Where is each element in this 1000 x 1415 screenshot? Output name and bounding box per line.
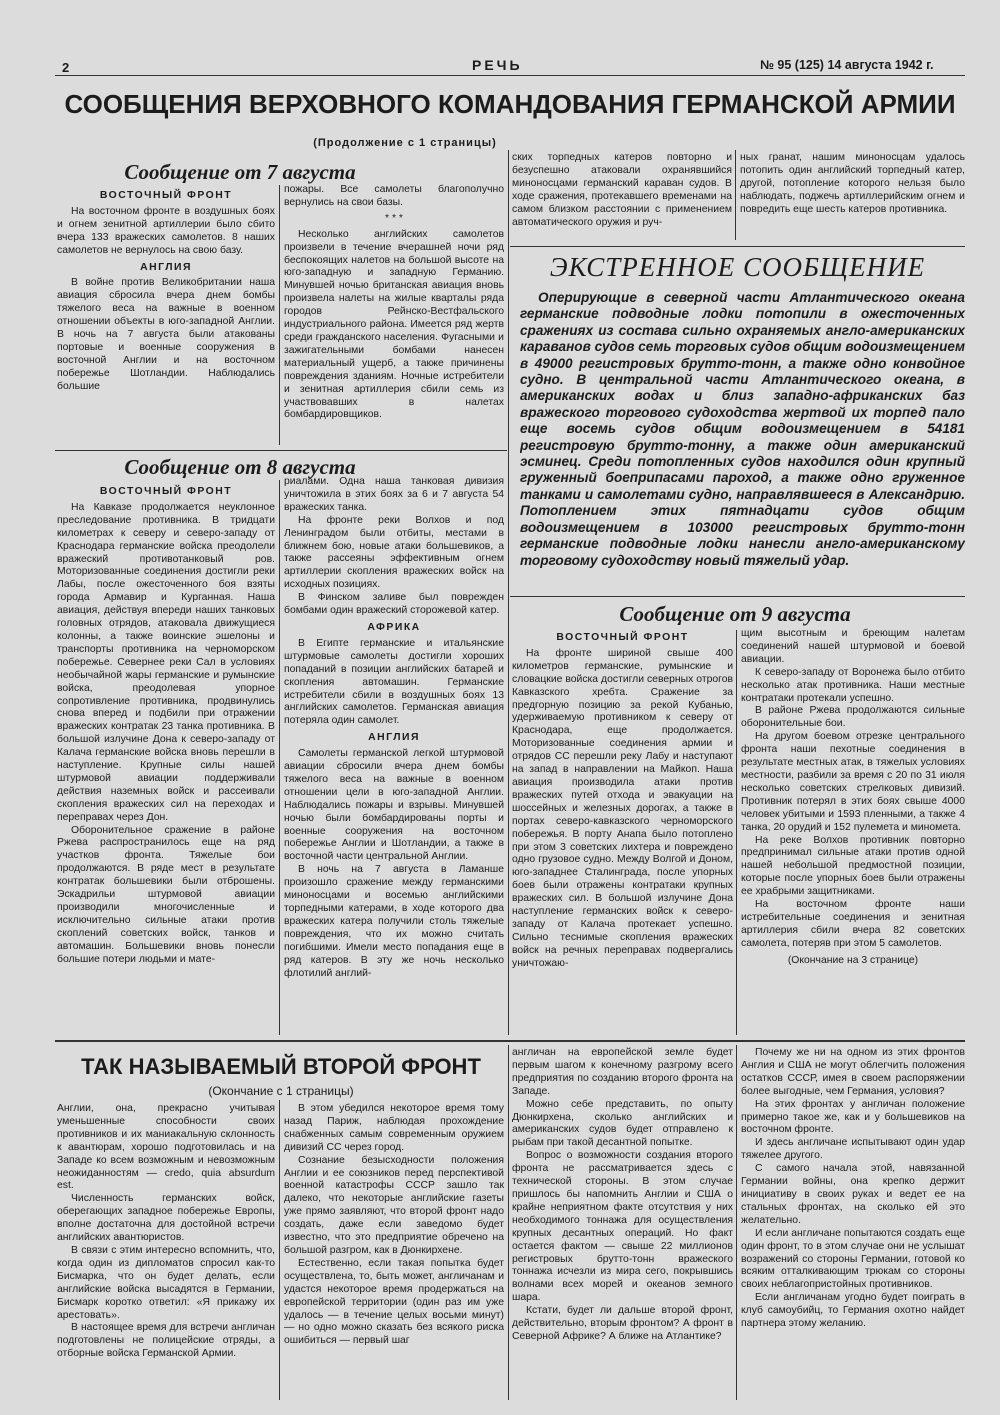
- msg8-continuation-col1: [512, 152, 732, 242]
- issue-info: № 95 (125) 14 августа 1942 г.: [760, 58, 934, 72]
- paragraph: Вопрос о возможности создания второго фронта не рассматривается здесь с технической стороны. В этом случае пришлось бы напомнить Англии и США о крайне неприятном факте отсутствия у них необходимого тоннажа для осуществления крупных десантных операций. Но факт остается фактом — свыше 22 миллионов регистровых брутто-тонн вражеского тоннажа исчезли из мира сего, покрывшись волнами всех морей и океанов земного шара.: [512, 1150, 733, 1304]
- paragraph: ных гранат, нашим миноносцам удалось потопить один английский торпедный катер, другой, потопление которого нельзя было наблюдать, поджечь артиллерийским огнем и повредить еще шесть катеров противника.: [740, 152, 965, 215]
- newspaper-name: РЕЧЬ: [472, 57, 523, 73]
- paragraph: В настоящее время для встречи англичан подготовлены не полицейские отряды, а отборные войска Германской Армии.: [57, 1322, 275, 1360]
- paragraph: Оборонительное сражение в районе Ржева распространилось еще на ряд участков фронта. Тяжелые бои продолжаются. В ряде мест в результате контратак большевики были отброшены. Эскадрильи штурмовой авиации производили многочисленные и исключительно сильные атаки против скоплений советских войск, танков и автомашин. Большевики вновь понесли большие потери людьми и мате-: [57, 824, 275, 965]
- msg8-continuation-col2: [740, 152, 965, 242]
- paragraph: Естественно, если такая попытка будет осуществлена, то, быть может, англичанам и удастся некоторое время продержаться на европейской территории (один раз им уже удалось — в течение целых восьми минут) — но одно можно сказать без всякого риска ошибиться — первый шаг: [284, 1257, 504, 1347]
- section-subheading: АНГЛИЯ: [368, 732, 420, 744]
- paragraph: ских торпедных катеров повторно и безуспешно атаковали охранявшийся миноносцами германский караван судов. В ходе сражения, протекавшего временами на самом близком расстоянии с применением автоматического оружия и руч-: [512, 152, 732, 228]
- continuation-note: (Окончание на 3 странице): [787, 954, 919, 966]
- column-rule: [736, 1045, 737, 1400]
- paragraph: пожары. Все самолеты благополучно вернулись на свои базы.: [284, 184, 504, 208]
- article-col1: [57, 1103, 275, 1403]
- msg7-heading: Сообщение от 7 августа: [124, 160, 356, 184]
- paragraph: Кстати, будет ли дальше второй фронт, действительно, вторым фронтом? А фронт в Северной Африке? А ближе на Атлантике?: [512, 1305, 733, 1342]
- paragraph: На Кавказе продолжается неуклонное преследование противника. В тридцати километрах к северу и северо-западу от Краснодара германские войска преодолели вражеский противотанковый ров. Моторизованные соединения достигли реки Лабы, после ожесточенного боя взяты города Армавир и Курганная. Наша авиация, действуя впереди наших танковых головных отрядов, атаковала движущиеся колонны, а также воинские эшелоны и транспорты противника на черноморском побережье. Севернее реки Сал в условиях необычайной жары германские и румынские войска, преодолевая упорное сопротивление противника, продвинулись снова вперед и подбили при отражении вражеских контратак 23 танка противника. В большой излучине Дона к северо-западу от Калача германские войска вновь перешли в наступление. Крупные силы нашей штурмовой авиации поддерживали действия наземных войск и рассеивали скопления вражеских сил на переходах и переправах через Дон.: [57, 501, 275, 823]
- section-subheading: ВОСТОЧНЫЙ ФРОНТ: [99, 486, 233, 497]
- article-col2: [284, 1103, 504, 1403]
- paragraph: На фронте шириной свыше 400 километров германские, румынские и словацкие войска достигли северных отрогов Кавказского хребта. Сражение за предгорную позицию за рекой Кубанью, удерживаемую противником к северу от Краснодара, еще продолжается. Моторизованные соединения армии и отрядов СС перешли реку Лабу и наступают на запад в направлении на Майкоп. Наша авиация производила атаки против вражеских путей отхода и эвакуации на шоссейных и железных дорогах, а также в портах северо-кавказского черноморского побережья. В порту Анапа было потоплено при этом 3 советских лихтера и повреждено одно грузовое судно. Между Волгой и Доном, юго-западнее Сталинграда, после упорных боев были отражены контратаки крупных вражеских сил. В большой излучине Дона наступление германских войск к северо-западу от Калача протекает успешно. Сильно теснимые скопления вражеских войск на речных переправах подвергались уничтожаю-: [512, 647, 733, 969]
- paragraph: В районе Ржева продолжаются сильные оборонительные бои.: [741, 705, 965, 730]
- column-rule: [279, 480, 280, 1035]
- column-rule: [279, 1100, 280, 1400]
- section-subheading: ВОСТОЧНЫЙ ФРОНТ: [556, 632, 689, 643]
- section-rule: [510, 246, 965, 247]
- msg8-col1: [57, 482, 275, 1034]
- article-rule: [55, 1040, 965, 1042]
- paragraph: На фронте реки Волхов и под Ленинградом были отбиты, местами в ближнем бою, новые атаки большевиков, а также рассеяны эффективным огнем артиллерии скопления вражеских войск на исходных позициях.: [284, 514, 504, 591]
- msg7-col2: [284, 184, 504, 442]
- section-subheading: ВОСТОЧНЫЙ ФРОНТ: [99, 190, 233, 201]
- column-rule: [279, 185, 280, 445]
- section-subheading: АФРИКА: [367, 621, 421, 633]
- section-rule: [55, 450, 507, 451]
- paragraph: В Египте германские и итальянские штурмовые самолеты достигли хороших попаданий в позиции английских батарей и скопления автомашин. Германские истребители сбили в воздушных боях 13 английских самолетов. Германская авиация потеряла один самолет.: [284, 637, 504, 727]
- paragraph: В войне против Великобритании наша авиация сбросила вчера днем бомбы тяжелого веса на важные в военном отношении объекты в юго-западной Англии. В ночь на 7 августа были атакованы портовые и военные сооружения в восточной Англии и на восточном побережье Шотландии. Наблюдались большие: [57, 277, 275, 392]
- paragraph: риалами. Одна наша танковая дивизия уничтожила в этих боях за 6 и 7 августа 54 вражеских танка.: [284, 476, 504, 513]
- section-subheading: АНГЛИЯ: [140, 261, 192, 273]
- column-rule: [508, 150, 509, 1035]
- article-title: ТАК НАЗЫВАЕМЫЙ ВТОРОЙ ФРОНТ: [81, 1054, 481, 1079]
- article-col4: [741, 1047, 965, 1403]
- msg9-col2: [741, 628, 965, 1033]
- header-rule: [55, 75, 965, 76]
- page-number: 2: [62, 60, 70, 75]
- paragraph: К северо-западу от Воронежа было отбито несколько атак противника. Наши местные контратаки протекали успешно.: [741, 666, 965, 704]
- paragraph: С самого начала этой, навязанной Германии войны, она крепко держит инициативу в своих руках и ведет ее на стальных фронтах, на сколько ей это желательно.: [741, 1163, 965, 1226]
- paragraph: На другом боевом отрезке центрального фронта наши пехотные соединения в результате местных атак, в тяжелых условиях местности, разбили за время с 20 по 31 июля несколько советских стрелковых дивизий. Противник потерял в этих боях свыше 4000 человек убитыми и 1593 пленными, а также 4 танка, 20 орудий и 152 пулемета и миномета.: [741, 731, 965, 833]
- paragraph: И если англичане попытаются создать еще один фронт, то в этом случае они не услышат возражений со стороны Германии, готовой ко всяким отталкивающим трюкам со стороны своих неблагопристойных противников.: [741, 1227, 965, 1291]
- article-subtitle: (Окончание с 1 страницы): [208, 1084, 354, 1098]
- main-subtitle: (Продолжение с 1 страницы): [313, 137, 497, 149]
- paragraph: Если англичанам угодно будет поиграть в клуб самоубийц, то Германия охотно найдет партнера этому желанию.: [741, 1292, 965, 1330]
- section-rule: [510, 596, 965, 597]
- msg7-col1: [57, 186, 275, 444]
- main-title: СООБЩЕНИЯ ВЕРХОВНОГО КОМАНДОВАНИЯ ГЕРМАНСКОЙ АРМИИ: [64, 89, 956, 119]
- msg8-heading: Сообщение от 8 августа: [124, 455, 356, 479]
- paragraph: англичан на европейской земле будет первым шагом к конечному разгрому всего предприятия по созданию второго фронта на Западе.: [512, 1047, 733, 1097]
- msg8-col2: [284, 476, 504, 1036]
- msg9-heading: Сообщение от 9 августа: [619, 602, 851, 626]
- column-rule: [508, 1045, 509, 1400]
- paragraph: Самолеты германской легкой штурмовой авиации сбросили вчера днем бомбы тяжелого веса на важные в военном отношении цели в юго-западной Англии. Наблюдались пожары и взрывы. Минувшей ночью были бомбардированы порты и военные сооружения на восточном побережье Англии и Шотландии, а также в восточной части центральной Англии.: [284, 748, 504, 863]
- paragraph: В Финском заливе был поврежден бомбами один вражеский сторожевой катер.: [284, 592, 504, 617]
- paragraph: И здесь англичане испытывают один удар тяжелее другого.: [741, 1137, 965, 1162]
- paragraph: Сознание безысходности положения Англии и ее союзников перед перспективой военной катастрофы СССР зашло так далеко, что некоторые английские газеты уже прямо заявляют, что второй фронт надо создать, даже если заведомо будет известно, что это предприятие обречено на большой разгром, как в Дюнкирхене.: [284, 1154, 504, 1256]
- paragraph: На реке Волхов противник повторно предпринимал сильные атаки против одной нашей небольшой предмостной позиции, которые после упорных боев были отражены ее храбрыми защитниками.: [741, 834, 965, 898]
- extra-text: Оперирующие в северной части Атлантического океана германские подводные лодки потопили в ожесточенных сражениях из состава сильно охраняемых англо-американских караванов судов семь торговых судов общим водоизмещением в 49000 регистровых брутто-тонн, а также одно конвойное судно. В центральной части Атлантического океана, в американских водах и близ западно-африканских баз вражеского торгового судоходства жертвой их торпед пало еще восемь судов общим водоизмещением в 54181 регистровую брутто-тонну, а также один американский эсминец. Среди потопленных судов находился один крупный груженный боеприпасами пароход, а также одно груженное танками и самолетами судно, направлявшееся в Александрию. Потоплением этих пятнадцати судов общим водоизмещением в 103000 регистровых брутто-тонн германские подводные лодки нанесли англо-американскому торговому судоходству новый тяжелый удар.: [520, 290, 965, 568]
- extra-heading: ЭКСТРЕННОЕ СООБЩЕНИЕ: [549, 252, 926, 282]
- paragraph: На восточном фронте наши истребительные соединения и зенитная артиллерия сбили вчера 82 советских самолета, потеряв при этом 5 самолетов.: [741, 899, 965, 949]
- paragraph: Несколько английских самолетов произвели в течение вчерашней ночи ряд беспокоящих налетов на большой высоте на юго-западную и западную Германию. Минувшей ночью британская авиация вновь произвела налеты на жилые кварталы ряда городов Рейнско-Вестфальского индустриального района. Имеется ряд жертв среди гражданского населения. Фугасными и зажигательными бомбами нанесен материальный ущерб, а также причинены повреждения зданиям. Ночные истребители и зенитная артиллерия сбили семь из участвовавших в налетах бомбардировщиков.: [284, 228, 504, 421]
- paragraph: На этих фронтах у англичан положение примерно такое же, как и у большевиков на восточном фронте.: [741, 1098, 965, 1136]
- paragraph: В ночь на 7 августа в Ламанше произошло сражение между германскими миноносцами и восемью английскими торпедными катерами, в ходе которого два вражеских катера получили столь тяжелые повреждения, что их можно считать погибшими. Имели место попадания еще в ряд катеров. В эту же ночь несколько флотилий англий-: [284, 864, 504, 979]
- column-rule: [735, 150, 736, 240]
- paragraph: Почему же ни на одном из этих фронтов Англия и США не могут облегчить положения остатков СССР, имея в своем распоряжении более выгодные, чем Германия, условия?: [741, 1047, 965, 1097]
- paragraph: В этом убедился некоторое время тому назад Париж, наблюдая прохождение снабженных самым современным оружием дивизий СС через город.: [284, 1103, 504, 1153]
- article-col3: [512, 1047, 733, 1403]
- msg9-col1: [512, 628, 733, 1033]
- paragraph: На восточном фронте в воздушных боях и огнем зенитной артиллерии было сбито вчера 133 вражеских самолетов. 8 наших самолетов не вернулось на свою базу.: [57, 205, 275, 256]
- paragraph: щим высотным и бреющим налетам соединений нашей штурмовой и боевой авиации.: [741, 628, 965, 665]
- paragraph: * * *: [385, 212, 403, 224]
- paragraph: Численность германских войск, оберегающих западное побережье Европы, вполне достаточна для достойной встречи английских авантюристов.: [57, 1193, 275, 1244]
- paragraph: Можно себе представить, по опыту Дюнкирхена, сколько английских и американских судов будет отправлено к рыбам при такой десантной попытке.: [512, 1098, 733, 1149]
- paragraph: В связи с этим интересно вспомнить, что, когда один из дипломатов спросил как-то Бисмарка, что он будет делать, если английские войска высадятся в Германии, Бисмарк коротко ответил: «Я прикажу их арестовать».: [57, 1244, 275, 1321]
- paragraph: Англии, она, прекрасно учитывая уменьшенные способности своих противников и их маниакальную склонность к авантюрам, хорошо подготовилась и на Западе ко всем возможным и невозможным неожиданностям — credo, quia absurdum est.: [57, 1103, 275, 1192]
- column-rule: [736, 630, 737, 1035]
